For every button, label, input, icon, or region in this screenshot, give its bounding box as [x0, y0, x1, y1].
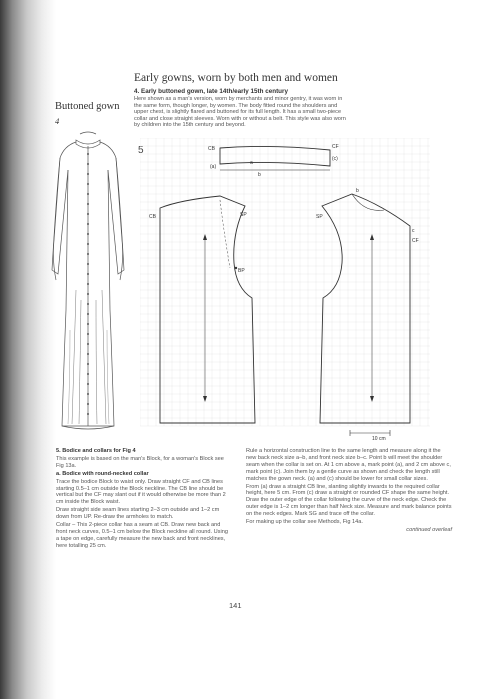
right-text-column — [246, 448, 452, 535]
intro-paragraph — [134, 96, 469, 129]
collar-piece — [220, 146, 330, 166]
label-c-right: c — [412, 228, 415, 234]
label-collar-cb: CB — [208, 146, 215, 152]
label-cf: CF — [412, 238, 419, 244]
label-sp-right: SP — [316, 214, 323, 220]
continued-note: continued overleaf — [406, 526, 452, 533]
intro-line: collar and close straight sleeves. Worn with or without a belt. This style was also worn — [134, 115, 346, 122]
label-b: b — [258, 172, 261, 178]
page-number: 141 — [229, 601, 242, 610]
left-para-subheading: a. Bodice with round-necked collar — [56, 470, 149, 477]
intro-line: the same form, though longer, by women. The body fitted round the shoulders and — [134, 102, 338, 109]
left-para: Draw straight side seam lines starting 2–3 cm outside and 1–2 cm down from UP. Re-draw the armholes to match. — [56, 507, 220, 521]
gown-figure-illustration — [46, 130, 130, 436]
intro-line: by children into the 15th century and beyond. — [134, 122, 246, 129]
back-bodice-piece — [160, 196, 255, 423]
draft-grid — [140, 138, 430, 426]
label-sp-left: SP — [240, 212, 247, 218]
left-para: This example is based on the man's Block, for a woman's Block see Fig 13a. — [56, 455, 224, 469]
right-para: From (a) draw a straight CB line, slanting slightly inwards to the required collar height, here 5 cm. From (c) draw a straight or rounded CF shape the same height. Draw the outer edge of the collar following the curve of the neck edge. Check the outer edge is 1–2 cm longer than half Neck size. Measure and mark balance points on the neck edges. Mark SG and trace off the collar. — [246, 483, 452, 518]
label-a: (a) — [210, 164, 217, 170]
side-title: Buttoned gown — [55, 101, 120, 112]
pattern-figure-number: 5 — [138, 145, 144, 156]
pattern-draft-diagram — [140, 138, 472, 440]
label-cb: CB — [149, 214, 156, 220]
front-bodice-piece — [320, 194, 410, 423]
label-c: (c) — [332, 156, 338, 162]
label-collar-cf: CF — [332, 144, 339, 150]
left-para: Trace the bodice Block to waist only. Draw straight CF and CB lines starting 0.5–1 cm outside the Block neckline. The CB line should be vertical but the CF may slant out if it would otherwise be more than 2 cm inside the Block waist. — [56, 478, 226, 506]
page-title: Early gowns, worn by both men and women — [134, 72, 338, 84]
intro-line: upper chest, is slightly flared and buttoned for its full length. It has a small two-piece — [134, 109, 342, 116]
left-para: Collar – This 2-piece collar has a seam at CB. Draw new back and front neck curves, 0.5–1 cm below the Block neckline all round. Using a tape on edge, carefully measure the new back and front necklines, here totalling 25 cm. — [56, 522, 228, 549]
scale-label: 10 cm — [372, 436, 386, 440]
right-para: For making up the collar see Methods, Fig 14a. — [246, 519, 363, 526]
intro-line: Here shown as a man's version, worn by merchants and minor gentry, it was worn in — [134, 96, 343, 102]
label-bp: BP — [238, 268, 245, 274]
left-text-column — [56, 448, 228, 551]
right-para: Rule a horizontal construction line to the same length and measure along it the new back neck size a–b, and front neck size b–c. Point b will meet the shoulder seam when the collar is set on. At 1 cm above a, mark point (a), and 2 cm above c, mark point (c). Join them by a gentle curve as shown and check the length still matches the gown neck. (a) and (c) should be lower for small collar sizes. — [246, 448, 451, 482]
label-a-small: a — [250, 160, 253, 166]
left-para-heading: 5. Bodice and collars for Fig 4 — [56, 448, 136, 454]
scale-bar — [350, 430, 390, 440]
side-figure-number: 4 — [55, 116, 60, 126]
section-heading: 4. Early buttoned gown, late 14th/early 15th century — [134, 88, 288, 95]
label-b-right: b — [356, 188, 359, 194]
